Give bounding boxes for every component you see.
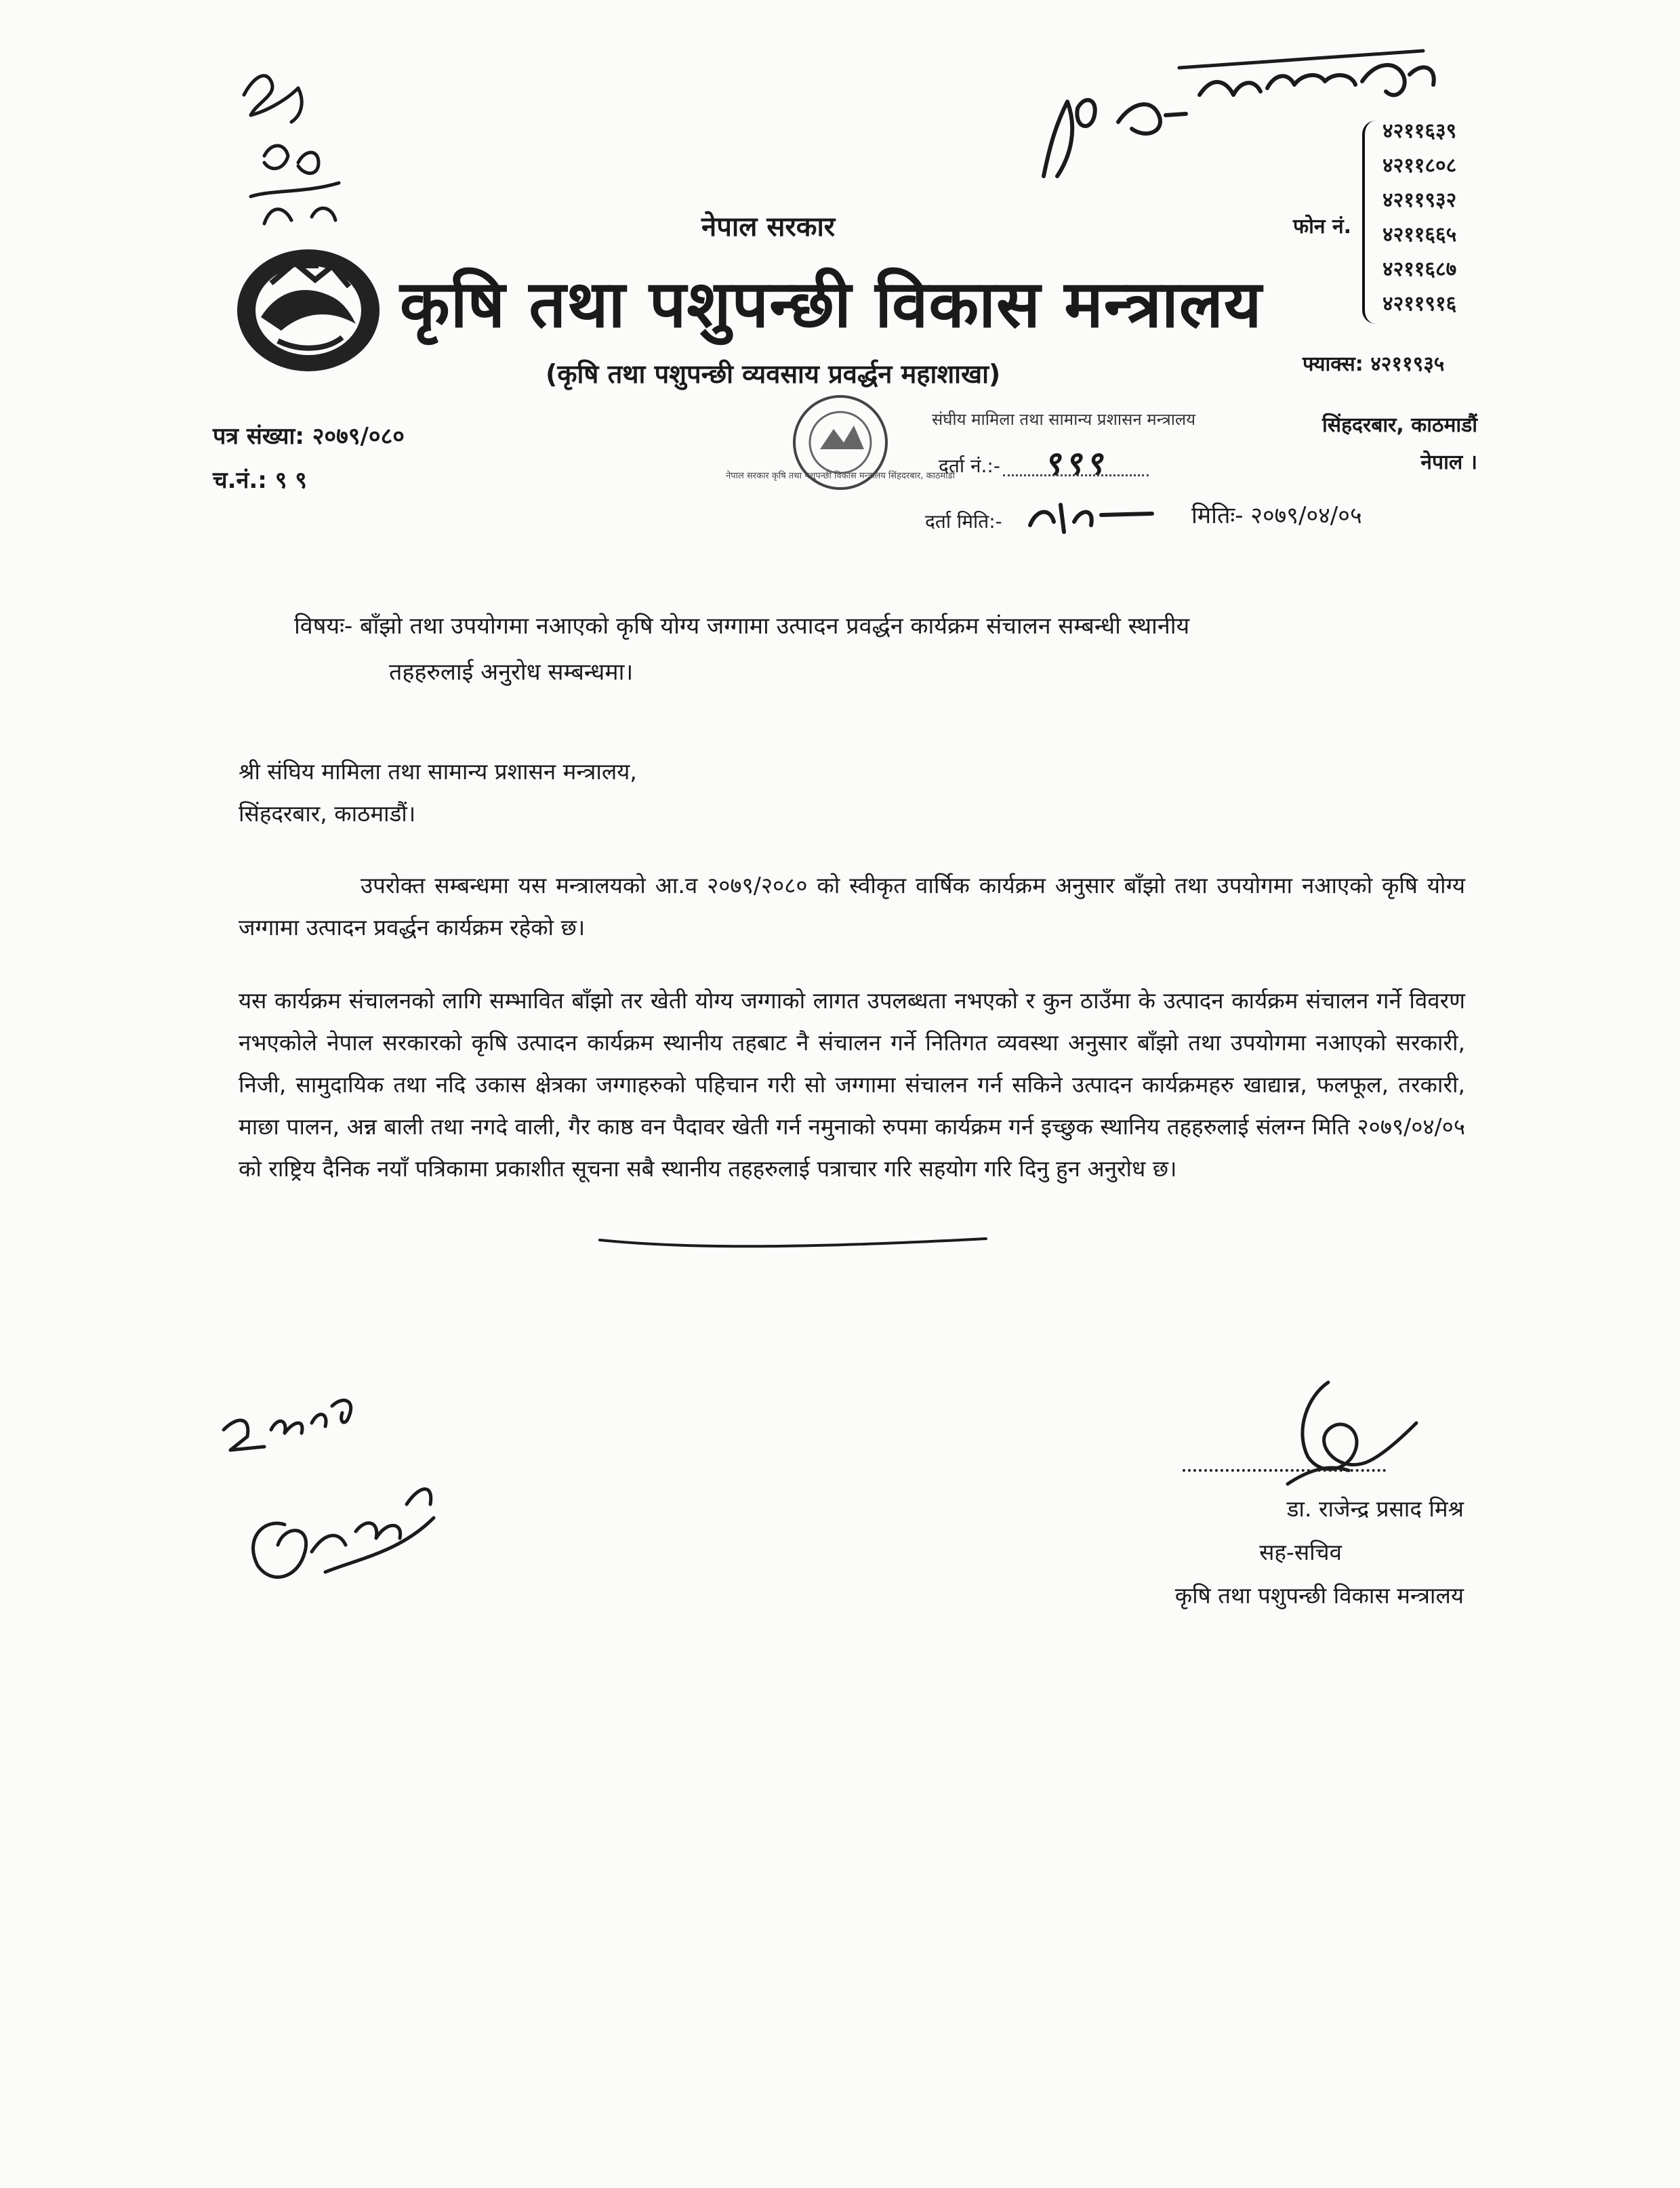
phone-number: ४२११९३२: [1382, 188, 1457, 212]
stamp-register-label: दर्ता नं.:-: [939, 455, 1000, 477]
fax-number: फ्याक्स: ४२११९३५: [1303, 352, 1445, 376]
signatory-block: [1084, 1487, 1464, 1617]
subject-line: विषयः- बाँझो तथा उपयोगमा नआएको कृषि योग्य जग्गामा उत्पादन प्रवर्द्धन कार्यक्रम संचालन सम्बन्धी स्थानीय: [294, 613, 1190, 640]
government-name: नेपाल सरकार: [701, 211, 836, 243]
stamp-office: संघीय मामिला तथा सामान्य प्रशासन मन्त्रालय: [932, 410, 1196, 429]
handwritten-initials-bottom-left: [210, 1348, 495, 1633]
reference-block: [213, 415, 405, 503]
dispatch-number: च.नं.: ९ ९: [213, 467, 307, 494]
handwritten-underline: [596, 1226, 989, 1254]
ministry-title: कृषि तथा पशुपन्छी विकास मन्त्रालय: [400, 266, 1263, 342]
office-address: [1308, 407, 1477, 481]
phone-label: फोन नं.: [1293, 215, 1352, 239]
stamp-date-handwriting: [1023, 495, 1159, 542]
phone-list: [1382, 114, 1456, 321]
phone-number: ४२११८०८: [1382, 154, 1457, 178]
phone-number: ४२११६६५: [1382, 223, 1457, 247]
stamp-register-line: [1003, 474, 1149, 476]
phone-bracket: [1362, 121, 1380, 324]
stamp-ring-text: नेपाल सरकार कृषि तथा पशुपन्छी विकास मन्त्रालय सिंहदरबार, काठमाडौं: [726, 471, 955, 481]
letter-date: मितिः- २०७९/०४/०५: [1191, 502, 1362, 529]
addressee-block: [239, 751, 637, 835]
letter-number: पत्र संख्या: २०७९/०८०: [213, 423, 405, 450]
body-paragraph: यस कार्यक्रम संचालनको लागि सम्भावित बाँझो तर खेती योग्य जग्गाको लागत उपलब्धता नभएको र कुन ठाउँमा के उत्पादन कार्यक्रम संचालन गर्ने विवरण नभएकोले नेपाल सरकारको कृषि उत्पादन कार्यक्रम स्थानीय तहबाट नै संचालन गर्ने नितिगत व्यवस्था अनुसार बाँझो तथा उपयोगमा नआएको सरकारी, निजी, सामुदायिक तथा नदि उकास क्षेत्रका जग्गाहरुको पहिचान गरी सो जग्गामा संचालन गर्न सकिने उत्पादन कार्यक्रमहरु खाद्यान्न, फलफूल, तरकारी, माछा पालन, अन्न बाली तथा नगदे वाली, गैर काष्ठ वन पैदावर खेती गर्न नमुनाको रुपमा कार्यक्रम गर्न इच्छुक स्थानिय तहहरुलाई संलग्न मिति २०७९/०४/०५ को राष्ट्रिय दैनिक नयाँ पत्रिकामा प्रकाशीत सूचना सबै स्थानीय तहहरुलाई पत्राचार गरि सहयोग गरि दिनु हुन अनुरोध छ।: [239, 987, 1465, 1182]
signatory-title: सह-सचिव: [1259, 1539, 1342, 1565]
address-line: सिंहदरबार, काठमाडौं: [1322, 413, 1477, 437]
addressee-line: श्री संघिय मामिला तथा सामान्य प्रशासन मन्त्रालय,: [239, 758, 637, 785]
handwritten-note-top-left: [224, 54, 373, 230]
phone-number: ४२११६३९: [1382, 119, 1457, 143]
stamp-date-label: दर्ता मिति:-: [925, 510, 1002, 533]
division-name: (कृषि तथा पशुपन्छी व्यवसाय प्रवर्द्धन महाशाखा): [546, 359, 1001, 389]
receipt-stamp-seal-icon: [726, 392, 955, 493]
subject-block: [294, 603, 1433, 695]
signature-line: [1183, 1469, 1386, 1472]
signatory-name: डा. राजेन्द्र प्रसाद मिश्र: [1286, 1495, 1464, 1522]
phone-number: ४२११९१६: [1382, 292, 1457, 316]
address-line: नेपाल ।: [1420, 451, 1477, 474]
handwritten-signature: [1247, 1369, 1423, 1504]
stamp-register-number: ९९९: [1044, 445, 1107, 482]
addressee-line: सिंहदरबार, काठमाडौं।: [239, 800, 416, 827]
nepal-emblem-icon: [230, 243, 386, 375]
subject-line: तहहरुलाई अनुरोध सम्बन्धमा।: [389, 659, 634, 686]
phone-number: ४२११६८७: [1382, 257, 1457, 281]
signatory-office: कृषि तथा पशुपन्छी विकास मन्त्रालय: [1174, 1582, 1464, 1609]
body-paragraph: उपरोक्त सम्बन्धमा यस मन्त्रालयको आ.व २०७९/२०८० को स्वीकृत वार्षिक कार्यक्रम अनुसार बाँझो तथा उपयोगमा नआएको कृषि योग्य जग्गामा उत्पादन प्रवर्द्धन कार्यक्रम रहेको छ।: [239, 872, 1465, 941]
